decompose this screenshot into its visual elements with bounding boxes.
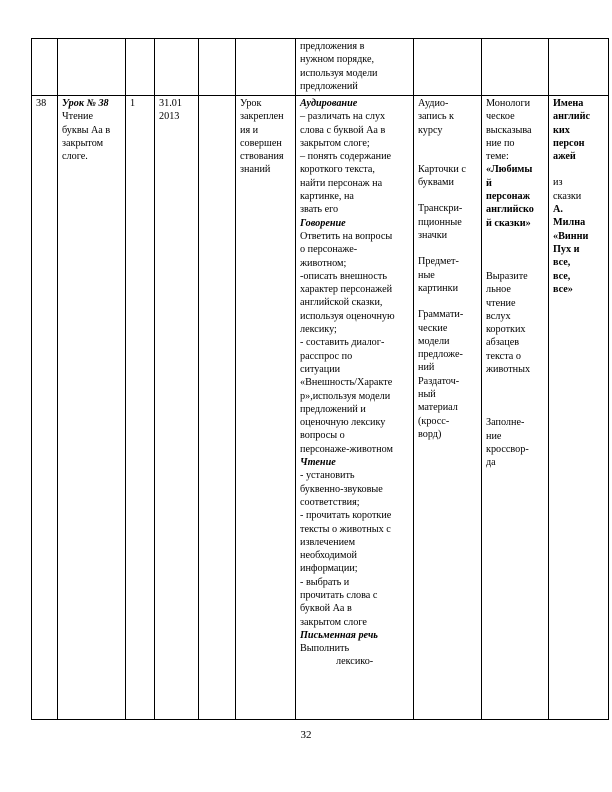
cell-empty xyxy=(199,96,236,720)
text-line: необходимой xyxy=(300,550,357,562)
cell-materials xyxy=(414,96,482,720)
text-line: английс xyxy=(553,111,591,123)
text-line: животном; xyxy=(300,257,347,269)
cell-date xyxy=(155,39,199,96)
cell-control xyxy=(482,39,549,96)
text-line: из xyxy=(553,177,563,189)
text-line: ситуации xyxy=(300,363,341,375)
text-line: все, xyxy=(553,257,571,269)
text-line: ные xyxy=(418,269,435,281)
reading-text xyxy=(300,469,410,629)
cell-lesson-type xyxy=(236,96,296,720)
text-line: й сказки» xyxy=(486,217,531,229)
text-line: характер персонажей xyxy=(300,284,393,296)
text-line: закрытом слоге xyxy=(300,616,367,628)
text-line: звать его xyxy=(300,204,339,216)
text-line: картинки xyxy=(418,282,459,294)
text-line: предложений и xyxy=(300,403,366,415)
text-line: ний xyxy=(418,362,435,374)
text-line: коротких xyxy=(486,324,526,336)
text-line: р»,используя модели xyxy=(300,390,391,402)
text-line: соответствия; xyxy=(300,496,360,508)
cell-number xyxy=(32,96,58,720)
text-line: используя оценочную xyxy=(300,310,395,322)
text-line: Урок xyxy=(240,98,262,109)
text-line: расспрос по xyxy=(300,350,353,362)
letter-cards xyxy=(418,163,478,190)
text-line: лексику; xyxy=(300,324,337,336)
text-line: извлечением xyxy=(300,536,356,548)
text-line: запись к xyxy=(418,111,454,123)
text-line: - установить xyxy=(300,470,355,482)
writing-tail: лексико- xyxy=(336,656,374,668)
text-line: Выразите xyxy=(486,270,528,282)
text-line: ние xyxy=(486,430,502,442)
cell-control xyxy=(482,96,549,720)
text-line: нужном порядке, xyxy=(300,54,375,66)
text-line: закрытом xyxy=(62,137,104,149)
text-line: предложе- xyxy=(418,349,463,361)
cell-names xyxy=(549,39,609,96)
text-line: найти персонаж на xyxy=(300,177,383,189)
text-line: прочитать слова с xyxy=(300,589,378,601)
text-line: персон xyxy=(553,137,585,149)
text-line: чтение xyxy=(486,297,516,309)
page-number: 32 xyxy=(300,729,312,741)
cell-activities xyxy=(296,39,414,96)
text-line: тексты о животных с xyxy=(300,523,391,535)
writing-text xyxy=(300,642,410,655)
text-line: Ответить на вопросы xyxy=(300,230,393,242)
text-line: А. xyxy=(553,204,563,216)
cell-names xyxy=(549,96,609,720)
text-line: Предмет- xyxy=(418,256,459,268)
text-line: Пух и xyxy=(553,243,580,255)
text-line: слова с буквой Аа в xyxy=(300,124,386,136)
text-line: теме: xyxy=(486,151,509,163)
text-line: Карточки с xyxy=(418,163,466,175)
text-line: - выбрать и xyxy=(300,576,350,588)
text-line: ческие xyxy=(418,322,448,334)
text-line: ствования xyxy=(240,151,284,163)
hours: 1 xyxy=(130,98,136,109)
text-line: все, xyxy=(553,270,571,282)
text-line: Аудио- xyxy=(418,98,449,109)
text-line: льное xyxy=(486,284,511,296)
text-line: – различать на слух xyxy=(300,111,386,123)
listening-heading: Аудирование xyxy=(300,98,358,109)
cell-hours xyxy=(126,96,155,720)
text-line: ческое xyxy=(486,111,515,123)
text-line: Раздаточ- xyxy=(418,375,460,387)
cell-activities xyxy=(296,96,414,720)
text-line: Монологи xyxy=(486,98,531,109)
monologue-topic xyxy=(486,163,545,229)
text-line: 2013 xyxy=(159,111,180,123)
text-line: «Винни xyxy=(553,230,589,242)
text-line: - прочитать короткие xyxy=(300,510,392,522)
cell-number xyxy=(32,39,58,96)
cell-hours xyxy=(126,39,155,96)
text-line: предложения в xyxy=(300,41,365,52)
text-line: английской сказки, xyxy=(300,297,383,309)
lesson-date xyxy=(159,97,195,124)
text-line: короткого текста, xyxy=(300,164,375,176)
text-line: оценочную лексику xyxy=(300,417,386,429)
table-row xyxy=(32,96,609,720)
text-line: ких xyxy=(553,124,570,136)
cell-lesson-type xyxy=(236,39,296,96)
table-row xyxy=(32,39,609,96)
crossword-task xyxy=(486,416,545,469)
lesson-title: Урок № 38 xyxy=(62,98,109,109)
text-line: значки xyxy=(418,230,448,242)
text-line: знаний xyxy=(240,164,271,176)
text-line: «Любимы xyxy=(486,164,533,176)
audio-material xyxy=(418,97,478,137)
text-line: да xyxy=(486,457,496,469)
cell-empty xyxy=(199,39,236,96)
writing-heading: Письменная речь xyxy=(300,629,378,641)
text-line: животных xyxy=(486,364,531,376)
text-line: й xyxy=(486,177,492,189)
text-line: слоге. xyxy=(62,151,88,163)
text-line: ние по xyxy=(486,137,515,149)
text-line: ажей xyxy=(553,151,576,163)
text-line: Транскри- xyxy=(418,203,463,215)
cell-topic xyxy=(58,39,126,96)
object-pictures xyxy=(418,255,478,295)
text-line: совершен xyxy=(240,137,282,149)
text-line: вопросы о xyxy=(300,430,345,442)
text-line: Заполне- xyxy=(486,417,525,429)
text-line: абзацев xyxy=(486,337,520,349)
cell-topic xyxy=(58,96,126,720)
listening-text xyxy=(300,110,410,216)
text-line: ный xyxy=(418,389,436,401)
text-line: буквами xyxy=(418,177,454,189)
speaking-text xyxy=(300,230,410,456)
text-line: картинке, на xyxy=(300,191,354,203)
reading-heading: Чтение xyxy=(300,457,336,469)
text-line: курсу xyxy=(418,124,443,136)
character-names-heading xyxy=(553,97,605,163)
text-line: Выполнить xyxy=(300,643,350,655)
text-line: ворд) xyxy=(418,428,442,440)
text-line: ия и xyxy=(240,124,259,136)
cell-materials xyxy=(414,39,482,96)
text-line: буквой Аа в xyxy=(300,603,352,615)
text-line: закрытом слоге; xyxy=(300,137,370,149)
text-line: пционные xyxy=(418,216,462,228)
text-line: информации; xyxy=(300,563,358,575)
monologue-task xyxy=(486,97,545,163)
text-line: Милна xyxy=(553,217,586,229)
text-line: Граммати- xyxy=(418,309,464,321)
text-line: буквы Аа в xyxy=(62,124,111,136)
speaking-heading: Говорение xyxy=(300,217,346,229)
text-line: буквенно-звуковые xyxy=(300,483,383,495)
text-line: персонаже-животном xyxy=(300,443,393,455)
text-line: 31.01 xyxy=(159,98,182,109)
text-line: - составить диалог- xyxy=(300,337,385,349)
text-line: кроссвор- xyxy=(486,443,529,455)
cell-date xyxy=(155,96,199,720)
text-line: модели xyxy=(418,335,450,347)
text-line: персонаж xyxy=(486,191,531,203)
text-line: материал xyxy=(418,402,458,414)
transcription-signs xyxy=(418,202,478,242)
text-line: Имена xyxy=(553,98,584,109)
text-line: закреплен xyxy=(240,111,284,123)
grammar-models xyxy=(418,308,478,441)
character-names-book xyxy=(553,203,605,296)
text-line: «Внешность/Характе xyxy=(300,377,393,389)
text-line: используя модели xyxy=(300,67,378,79)
text-line: о персонаже- xyxy=(300,244,358,256)
text-line: текста о xyxy=(486,350,521,362)
lesson-type xyxy=(240,97,292,177)
text-line: (кросс- xyxy=(418,415,450,427)
text-line: -описать внешность xyxy=(300,270,387,282)
text-line: английско xyxy=(486,204,534,216)
text-line: предложений xyxy=(300,80,358,92)
expressive-reading xyxy=(486,270,545,376)
text-line: сказки xyxy=(553,190,582,202)
text-line: высказыва xyxy=(486,124,532,136)
lesson-plan-table xyxy=(31,38,609,720)
text-line: – понять содержание xyxy=(300,151,392,163)
text-line: все» xyxy=(553,283,573,295)
row-number: 38 xyxy=(36,98,47,109)
text-line: вслух xyxy=(486,310,511,322)
text-line: Чтение xyxy=(62,111,94,123)
character-names-from xyxy=(553,176,605,203)
topic-text xyxy=(62,110,122,163)
